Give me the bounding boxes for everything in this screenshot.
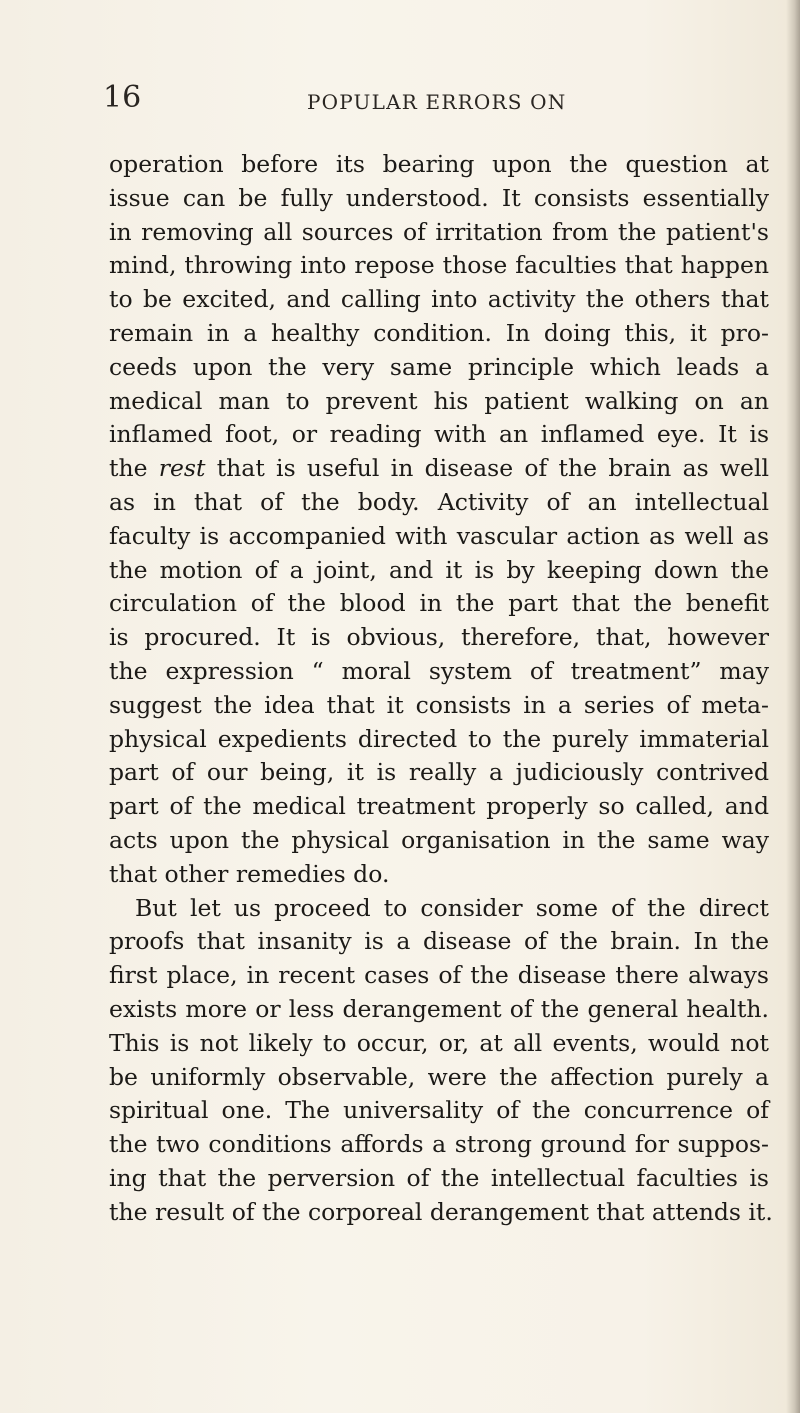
text-line-with-italic [109, 452, 769, 486]
body-text [109, 148, 773, 1230]
text-line: in removing all sources of irritation from the patient's [109, 217, 769, 246]
paragraph-end-line: that other remedies do. [109, 859, 390, 888]
text-line: the two conditions affords a strong ground for suppos- [109, 1130, 769, 1159]
paragraph-start-line: But let us proceed to consider some of the direct [135, 893, 769, 922]
text-line: part of our being, it is really a judiciously contrived [109, 758, 769, 787]
text-line: medical man to prevent his patient walking on an [109, 386, 769, 415]
running-head: POPULAR ERRORS ON [307, 90, 567, 114]
text-line: the expression “ moral system of treatment” may [109, 656, 769, 685]
text-line: to be excited, and calling into activity the others that [109, 285, 769, 314]
text-line: ceeds upon the very same principle which leads a [109, 352, 769, 381]
text-line: be uniformly observable, were the affection purely a [109, 1062, 769, 1091]
page-header [0, 80, 800, 120]
text-line: physical expedients directed to the purely immaterial [109, 724, 769, 753]
text-line: proofs that insanity is a disease of the brain. In the [109, 927, 769, 956]
text-line: acts upon the physical organisation in the same way [109, 825, 769, 854]
text-line: exists more or less derangement of the general health. [109, 994, 769, 1023]
text-line: ing that the perversion of the intellectual faculties is [109, 1163, 769, 1192]
text-segment: that is useful in disease of the brain as well [205, 454, 769, 483]
text-line: the motion of a joint, and it is by keeping down the [109, 555, 769, 584]
text-line: inflamed foot, or reading with an inflamed eye. It is [109, 420, 769, 449]
text-line: is procured. It is obvious, therefore, that, however [109, 623, 769, 652]
text-line: the result of the corporeal derangement that attends it. [109, 1197, 773, 1226]
text-line: remain in a healthy condition. In doing this, it pro- [109, 318, 769, 347]
italic-word: rest [158, 454, 206, 483]
text-line: as in that of the body. Activity of an intellectual [109, 487, 769, 516]
text-line: faculty is accompanied with vascular action as well as [109, 521, 769, 550]
text-segment: the [109, 454, 159, 483]
page-number: 16 [103, 80, 142, 115]
text-line: spiritual one. The universality of the concurrence of [109, 1096, 769, 1125]
page-edge-shadow [786, 0, 800, 1413]
text-line: issue can be fully understood. It consists essentially [109, 183, 769, 212]
text-line: circulation of the blood in the part that the benefit [109, 589, 769, 618]
text-line: This is not likely to occur, or, at all events, would not [109, 1028, 769, 1057]
text-line: operation before its bearing upon the question at [109, 150, 769, 178]
text-line: suggest the idea that it consists in a series of meta- [109, 690, 769, 719]
text-line: part of the medical treatment properly so called, and [109, 792, 769, 821]
text-line: mind, throwing into repose those faculties that happen [109, 251, 769, 280]
text-line: first place, in recent cases of the disease there always [109, 961, 769, 990]
